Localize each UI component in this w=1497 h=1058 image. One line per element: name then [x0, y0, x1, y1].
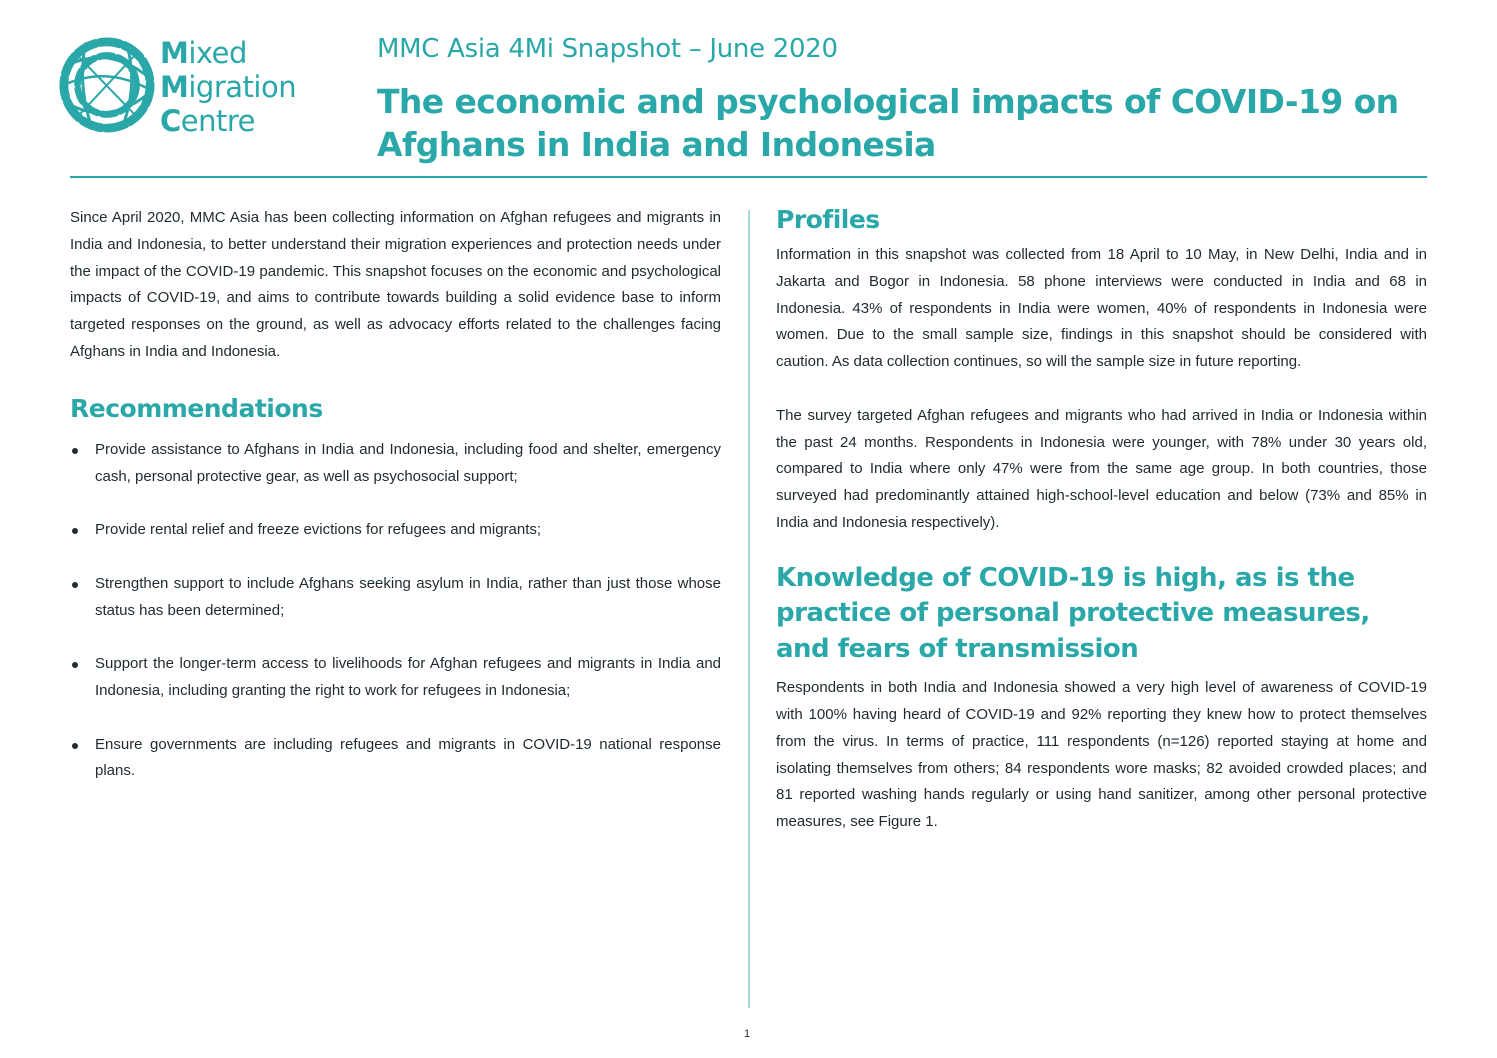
bullet-icon — [72, 582, 78, 588]
intro-paragraph: Since April 2020, MMC Asia has been collecting information on Afghan refugees and migrants in India and Indonesia, to better understand their migration experiences and protection needs under the impact of the COVID-19 pandemic. This snapshot focuses on the economic and psychological impacts of COVID-19, and aims to contribute towards building a solid evidence base to inform targeted responses on the ground, as well as advocacy efforts related to the challenges facing Afghans in India and Indonesia. — [70, 209, 721, 360]
knowledge-paragraph: Respondents in both India and Indonesia showed a very high level of awareness of COVID-19 with 100% having heard of COVID-19 and 92% reporting they knew how to protect themselves from the virus. In terms of practice, 111 respondents (n=126) reported staying at home and isolating themselves from others; 84 respondents wore masks; 82 avoided crowded places; and 81 reported washing hands regularly or using hand sanitizer, among other personal protective measures, see Figure 1. — [776, 679, 1427, 831]
list-item: Ensure governments are including refugees and migrants in COVID-19 national response plans. — [70, 732, 721, 786]
logo-wordmark: Mixed Migration Centre — [160, 36, 297, 138]
recommendations-heading: Recommendations — [70, 393, 323, 423]
knowledge-heading: Knowledge of COVID-19 is high, as is the practice of personal protective measures, and fears of transmission — [776, 562, 1370, 664]
page-title: The economic and psychological impacts of COVID-19 on Afghans in India and Indonesia — [377, 82, 1399, 164]
profiles-paragraph-2: The survey targeted Afghan refugees and migrants who had arrived in India or Indonesia within the past 24 months. Respondents in Indonesia were younger, with 78% under 30 years old, compared to India where only 47% were from the same age group. In both countries, those surveyed had predominantly attained high-school-level education and below (73% and 85% in India and Indonesia respectively). — [776, 406, 1427, 531]
page-number: 1 — [744, 1028, 751, 1040]
mmc-logo — [58, 36, 308, 146]
header-divider — [70, 176, 1427, 178]
profiles-heading: Profiles — [776, 205, 880, 234]
profiles-paragraph-1: Information in this snapshot was collected from 18 April to 10 May, in New Delhi, India and in Jakarta and Bogor in Indonesia. 58 phone interviews were conducted in India and 68 in Indonesia. 43% of respondents in India were women, 40% of respondents in Indonesia were women. Due to the small sample size, findings in this snapshot should be considered with caution. As data collection continues, so will the sample size in future reporting. — [776, 246, 1427, 371]
snapshot-kicker: MMC Asia 4Mi Snapshot – June 2020 — [377, 34, 838, 64]
mmc-globe-logo-icon — [58, 36, 156, 134]
left-column — [70, 205, 721, 812]
list-item: Strengthen support to include Afghans seeking asylum in India, rather than just those whose status has been determined; — [70, 571, 721, 625]
list-item: Provide assistance to Afghans in India and Indonesia, including food and shelter, emergency cash, personal protective gear, as well as psychosocial support; — [70, 437, 721, 491]
list-item: Support the longer-term access to livelihoods for Afghan refugees and migrants in India and Indonesia, including granting the right to work for refugees in Indonesia; — [70, 651, 721, 705]
right-column — [776, 205, 1427, 836]
bullet-icon — [72, 662, 78, 668]
recommendations-list — [70, 437, 721, 785]
bullet-icon — [72, 528, 78, 534]
list-item: Provide rental relief and freeze evictions for refugees and migrants; — [70, 517, 721, 544]
bullet-icon — [72, 448, 78, 454]
column-divider — [748, 210, 750, 1008]
bullet-icon — [72, 743, 78, 749]
